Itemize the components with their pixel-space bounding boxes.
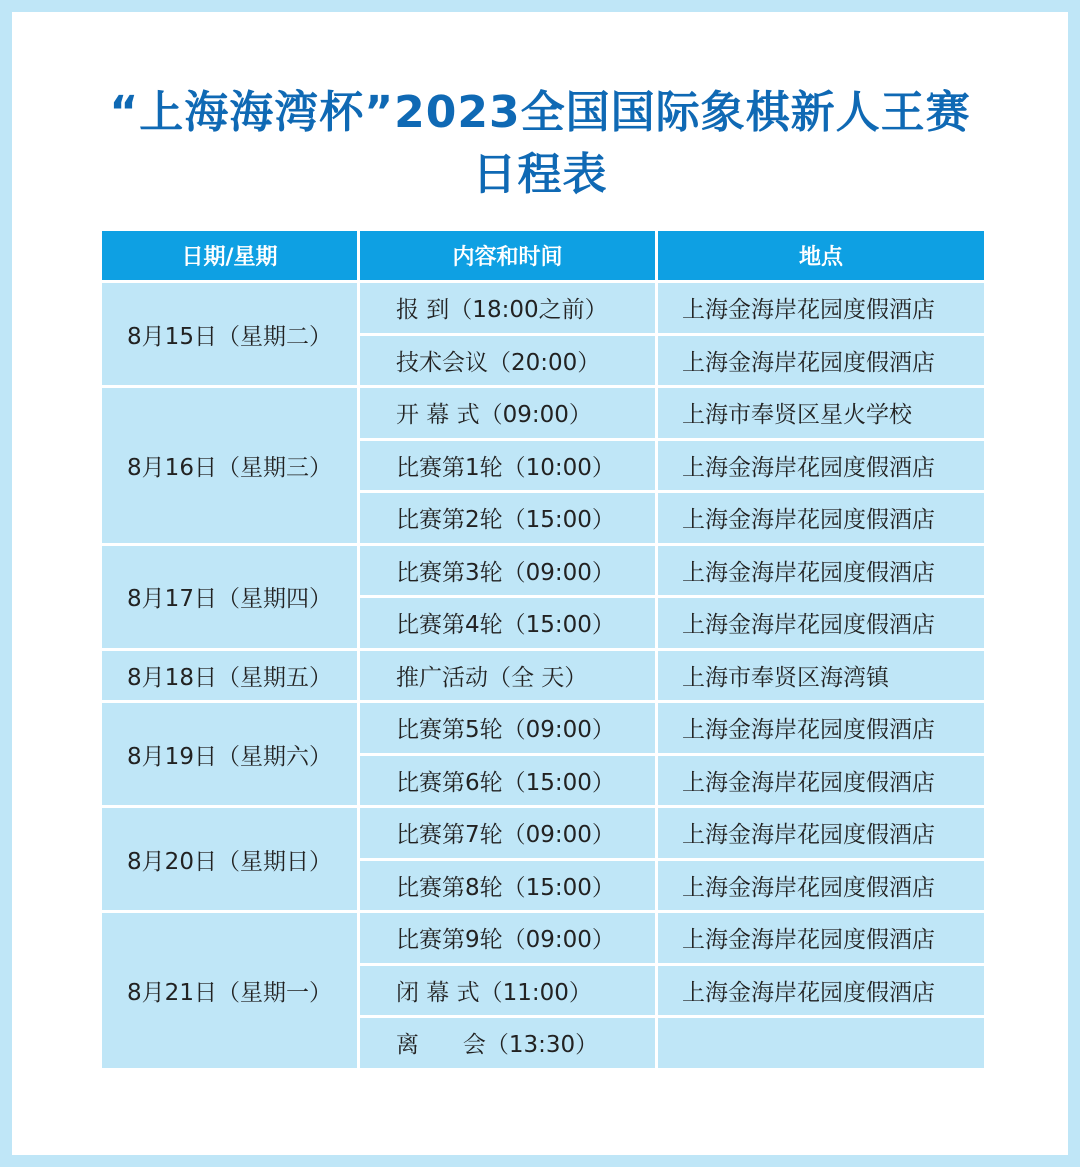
place-cell: 上海市奉贤区海湾镇 (658, 651, 984, 701)
content-cell: 开 幕 式（09:00） (360, 388, 655, 438)
table-header-row (102, 231, 984, 280)
place-cell: 上海金海岸花园度假酒店 (658, 756, 984, 806)
date-cell: 8月21日（星期一） (102, 913, 357, 1068)
content-cell: 比赛第1轮（10:00） (360, 441, 655, 491)
schedule-table (99, 228, 987, 1071)
place-cell: 上海金海岸花园度假酒店 (658, 861, 984, 911)
place-cell: 上海金海岸花园度假酒店 (658, 598, 984, 648)
place-cell: 上海金海岸花园度假酒店 (658, 441, 984, 491)
table-row (102, 283, 984, 333)
title-line-2: 日程表 (472, 149, 608, 200)
place-cell: 上海金海岸花园度假酒店 (658, 913, 984, 963)
place-cell: 上海金海岸花园度假酒店 (658, 966, 984, 1016)
date-cell: 8月15日（星期二） (102, 283, 357, 385)
date-cell: 8月18日（星期五） (102, 651, 357, 701)
date-cell: 8月20日（星期日） (102, 808, 357, 910)
title-line-1: “上海海湾杯”2023全国国际象棋新人王赛 (109, 87, 971, 138)
header-date: 日期/星期 (102, 231, 357, 280)
content-cell: 比赛第7轮（09:00） (360, 808, 655, 858)
content-cell: 技术会议（20:00） (360, 336, 655, 386)
place-cell: 上海市奉贤区星火学校 (658, 388, 984, 438)
table-row (102, 808, 984, 858)
content-cell: 比赛第2轮（15:00） (360, 493, 655, 543)
content-cell: 比赛第8轮（15:00） (360, 861, 655, 911)
content-cell: 比赛第3轮（09:00） (360, 546, 655, 596)
table-row (102, 388, 984, 438)
place-cell: 上海金海岸花园度假酒店 (658, 546, 984, 596)
header-content: 内容和时间 (360, 231, 655, 280)
content-cell: 比赛第6轮（15:00） (360, 756, 655, 806)
content-cell: 推广活动（全 天） (360, 651, 655, 701)
content-cell: 报 到（18:00之前） (360, 283, 655, 333)
place-cell: 上海金海岸花园度假酒店 (658, 336, 984, 386)
place-cell: 上海金海岸花园度假酒店 (658, 283, 984, 333)
content-cell: 比赛第4轮（15:00） (360, 598, 655, 648)
date-cell: 8月16日（星期三） (102, 388, 357, 543)
header-place: 地点 (658, 231, 984, 280)
table-row (102, 913, 984, 963)
date-cell: 8月19日（星期六） (102, 703, 357, 805)
date-cell: 8月17日（星期四） (102, 546, 357, 648)
table-row (102, 651, 984, 701)
place-cell (658, 1018, 984, 1068)
place-cell: 上海金海岸花园度假酒店 (658, 493, 984, 543)
content-cell: 比赛第5轮（09:00） (360, 703, 655, 753)
content-cell: 闭 幕 式（11:00） (360, 966, 655, 1016)
page-title (0, 82, 1080, 206)
table-row (102, 546, 984, 596)
place-cell: 上海金海岸花园度假酒店 (658, 703, 984, 753)
content-cell: 离 会（13:30） (360, 1018, 655, 1068)
place-cell: 上海金海岸花园度假酒店 (658, 808, 984, 858)
table-row (102, 703, 984, 753)
content-cell: 比赛第9轮（09:00） (360, 913, 655, 963)
